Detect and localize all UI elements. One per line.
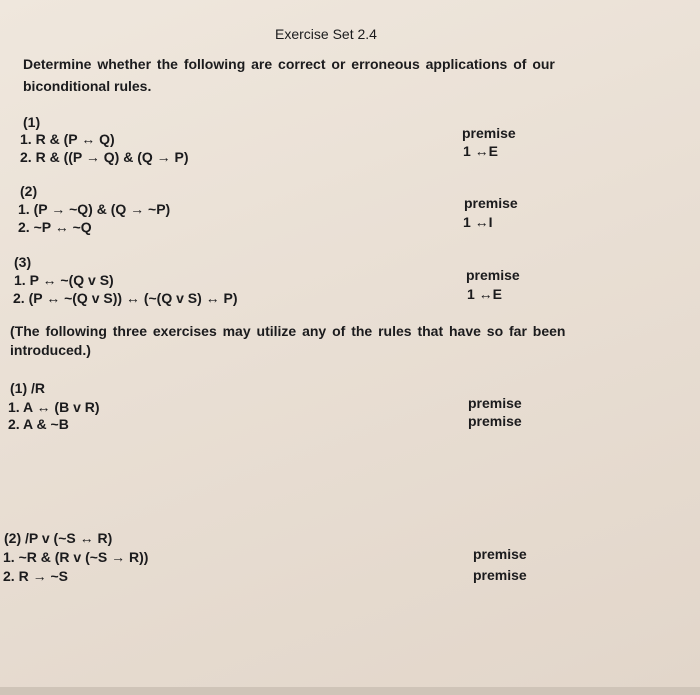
exercise-2-justification-1: premise [464, 195, 518, 211]
problem-1-line-2: 2. A & ~B [8, 416, 69, 432]
exercise-1-justification-1: premise [462, 125, 516, 141]
note-line-2: introduced.) [10, 342, 91, 358]
problem-2-justification-1: premise [473, 546, 527, 562]
problem-1-justification-1: premise [468, 395, 522, 411]
exercise-1-line-1: 1. R & (P ↔ Q) [20, 131, 115, 147]
page-title: Exercise Set 2.4 [275, 26, 377, 42]
note-line-1: (The following three exercises may utilize any of the rules that have so far been [10, 323, 566, 339]
exercise-1-label: (1) [23, 114, 41, 130]
exercise-3-line-2: 2. (P ↔ ~(Q v S)) ↔ (~(Q v S) ↔ P) [13, 290, 238, 306]
exercise-2-label: (2) [20, 183, 38, 199]
exercise-3-justification-2: 1 ↔E [467, 286, 503, 302]
instructions-line-2: biconditional rules. [23, 78, 152, 94]
exercise-2-line-2: 2. ~P ↔ ~Q [18, 219, 92, 235]
exercise-2-justification-2: 1 ↔I [463, 214, 493, 230]
page-edge-shadow [0, 687, 700, 695]
problem-1-justification-2: premise [468, 413, 522, 429]
problem-2-justification-2: premise [473, 567, 527, 583]
problem-1-label: (1) /R [10, 380, 45, 396]
exercise-2-line-1: 1. (P → ~Q) & (Q → ~P) [18, 201, 171, 217]
instructions-line-1: Determine whether the following are correct or erroneous applications of our [23, 56, 555, 72]
problem-2-line-1: 1. ~R & (R v (~S → R)) [3, 549, 149, 565]
exercise-1-justification-2: 1 ↔E [463, 143, 499, 159]
exercise-3-line-1: 1. P ↔ ~(Q v S) [14, 272, 114, 288]
exercise-3-label: (3) [14, 254, 32, 270]
exercise-3-justification-1: premise [466, 267, 520, 283]
exercise-1-line-2: 2. R & ((P → Q) & (Q → P) [20, 149, 189, 165]
problem-2-line-2: 2. R → ~S [3, 568, 68, 584]
problem-2-label: (2) /P v (~S ↔ R) [4, 530, 113, 546]
problem-1-line-1: 1. A ↔ (B v R) [8, 399, 100, 415]
